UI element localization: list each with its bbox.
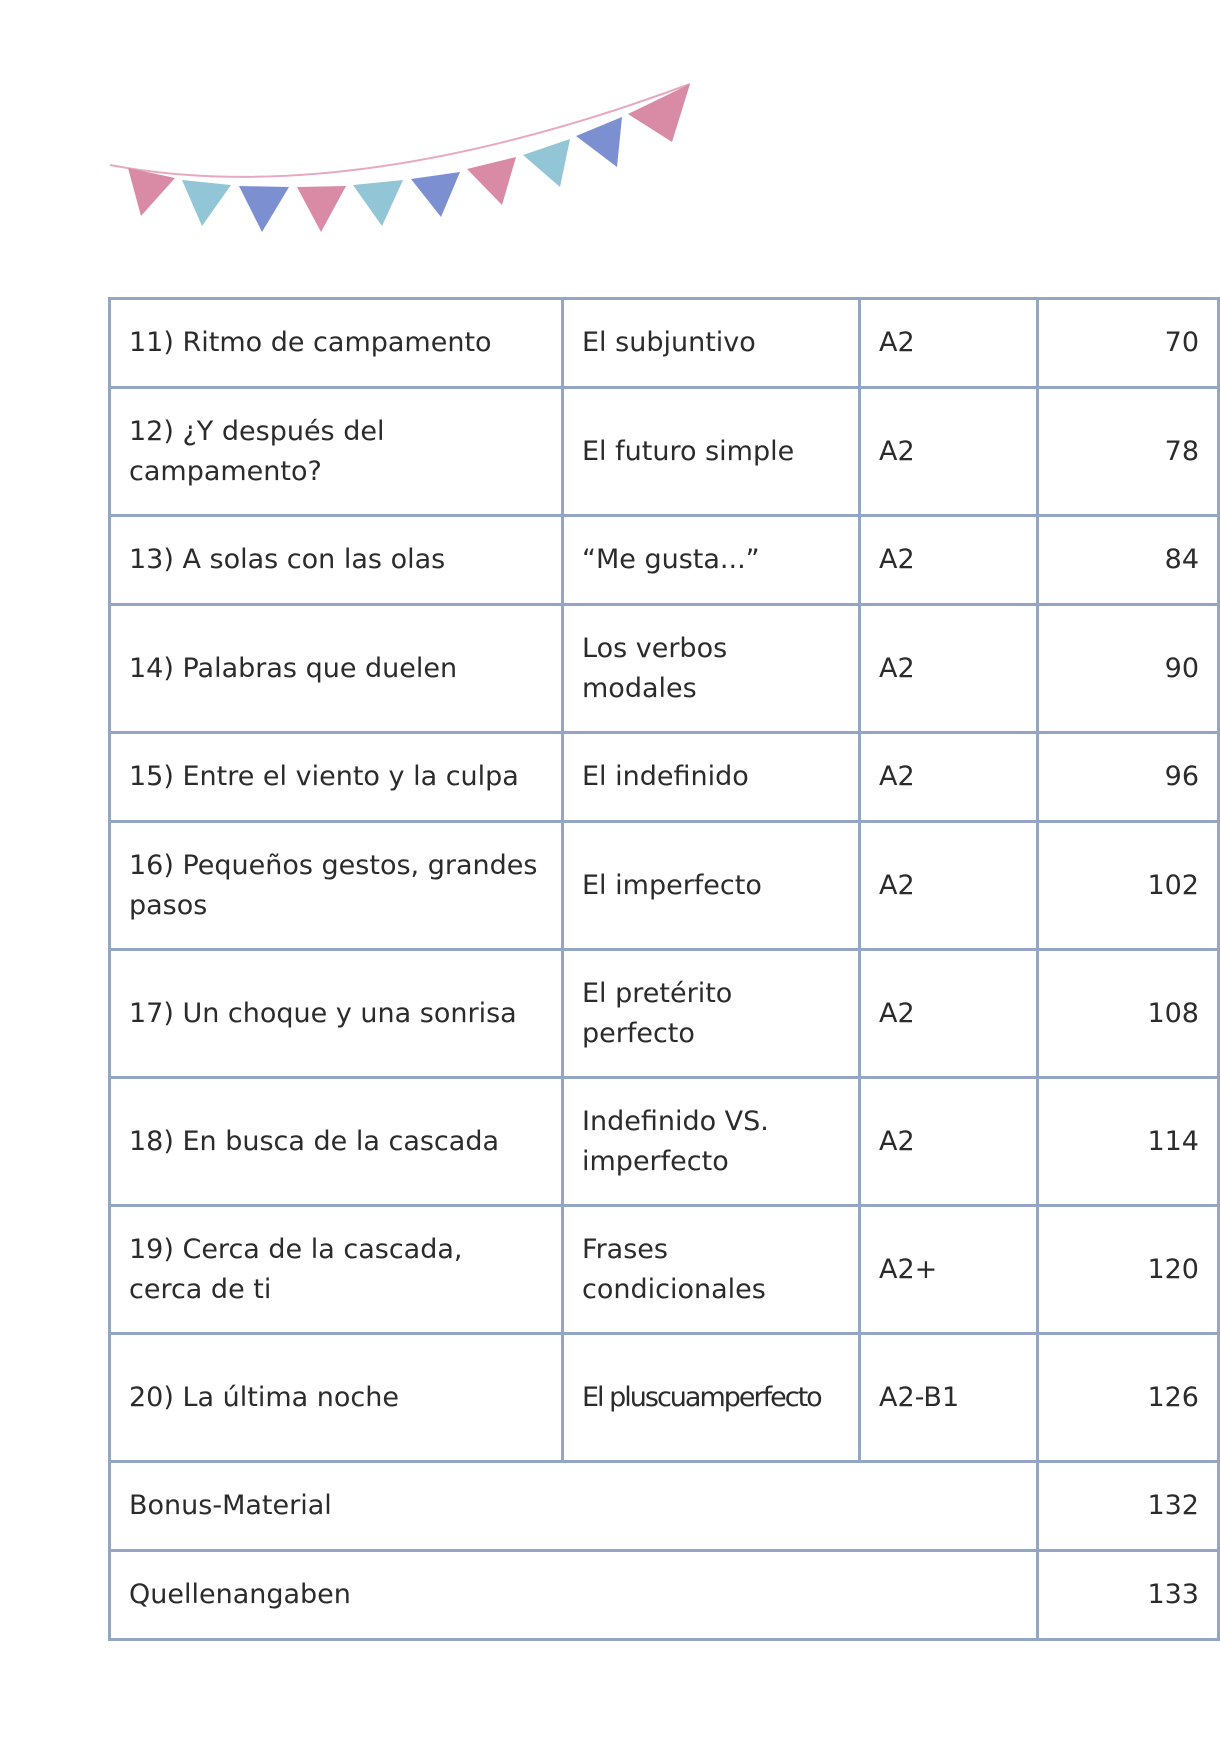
- page-number: 84: [1038, 516, 1219, 605]
- table-row: [110, 388, 1219, 516]
- section-title: Quellenangaben: [110, 1551, 1038, 1640]
- grammar-topic: El pretérito perfecto: [563, 950, 860, 1078]
- level: A2: [860, 950, 1038, 1078]
- grammar-topic: El imperfecto: [563, 822, 860, 950]
- page-number: 70: [1038, 299, 1219, 388]
- flag: [576, 117, 622, 167]
- level: A2: [860, 1078, 1038, 1206]
- chapter-title: 16) Pequeños gestos, grandes pasos: [110, 822, 563, 950]
- grammar-topic: El pluscuamperfecto: [563, 1334, 860, 1462]
- table-row: [110, 1078, 1219, 1206]
- table-row: [110, 1551, 1219, 1640]
- page-number: 132: [1038, 1462, 1219, 1551]
- page-number: 96: [1038, 733, 1219, 822]
- chapter-title: 20) La última noche: [110, 1334, 563, 1462]
- level: A2: [860, 299, 1038, 388]
- page-number: 120: [1038, 1206, 1219, 1334]
- table-row: [110, 822, 1219, 950]
- chapter-title: 14) Palabras que duelen: [110, 605, 563, 733]
- grammar-topic: El indefinido: [563, 733, 860, 822]
- table-row: [110, 605, 1219, 733]
- page-number: 90: [1038, 605, 1219, 733]
- table-of-contents: [108, 297, 1220, 1641]
- flag: [523, 139, 570, 187]
- page-number: 108: [1038, 950, 1219, 1078]
- flag: [128, 168, 175, 216]
- level: A2+: [860, 1206, 1038, 1334]
- page-number: 126: [1038, 1334, 1219, 1462]
- bunting-decoration: [0, 0, 1167, 260]
- level: A2-B1: [860, 1334, 1038, 1462]
- chapter-title: 11) Ritmo de campamento: [110, 299, 563, 388]
- level: A2: [860, 733, 1038, 822]
- page-number: 114: [1038, 1078, 1219, 1206]
- page-number: 78: [1038, 388, 1219, 516]
- flag: [353, 180, 403, 226]
- page-number: 133: [1038, 1551, 1219, 1640]
- grammar-topic: El futuro simple: [563, 388, 860, 516]
- chapter-title: 13) A solas con las olas: [110, 516, 563, 605]
- grammar-topic: Frases condicionales: [563, 1206, 860, 1334]
- table-row: [110, 1462, 1219, 1551]
- chapter-title: 19) Cerca de la cascada, cerca de ti: [110, 1206, 563, 1334]
- flag: [411, 172, 460, 217]
- level: A2: [860, 388, 1038, 516]
- level: A2: [860, 822, 1038, 950]
- page-number: 102: [1038, 822, 1219, 950]
- grammar-topic: “Me gusta...”: [563, 516, 860, 605]
- grammar-topic: Indefinido VS. imperfecto: [563, 1078, 860, 1206]
- flag: [297, 186, 346, 232]
- flag: [239, 186, 289, 232]
- table-row: [110, 1206, 1219, 1334]
- chapter-title: 12) ¿Y después del campamento?: [110, 388, 563, 516]
- chapter-title: 17) Un choque y una sonrisa: [110, 950, 563, 1078]
- table-row: [110, 733, 1219, 822]
- level: A2: [860, 516, 1038, 605]
- table-row: [110, 299, 1219, 388]
- table-row: [110, 516, 1219, 605]
- chapter-title: 18) En busca de la cascada: [110, 1078, 563, 1206]
- table-row: [110, 1334, 1219, 1462]
- flag: [467, 157, 516, 205]
- level: A2: [860, 605, 1038, 733]
- grammar-topic: El subjuntivo: [563, 299, 860, 388]
- section-title: Bonus-Material: [110, 1462, 1038, 1551]
- grammar-topic: Los verbos modales: [563, 605, 860, 733]
- flag: [628, 84, 690, 142]
- flag: [182, 180, 231, 226]
- chapter-title: 15) Entre el viento y la culpa: [110, 733, 563, 822]
- table-row: [110, 950, 1219, 1078]
